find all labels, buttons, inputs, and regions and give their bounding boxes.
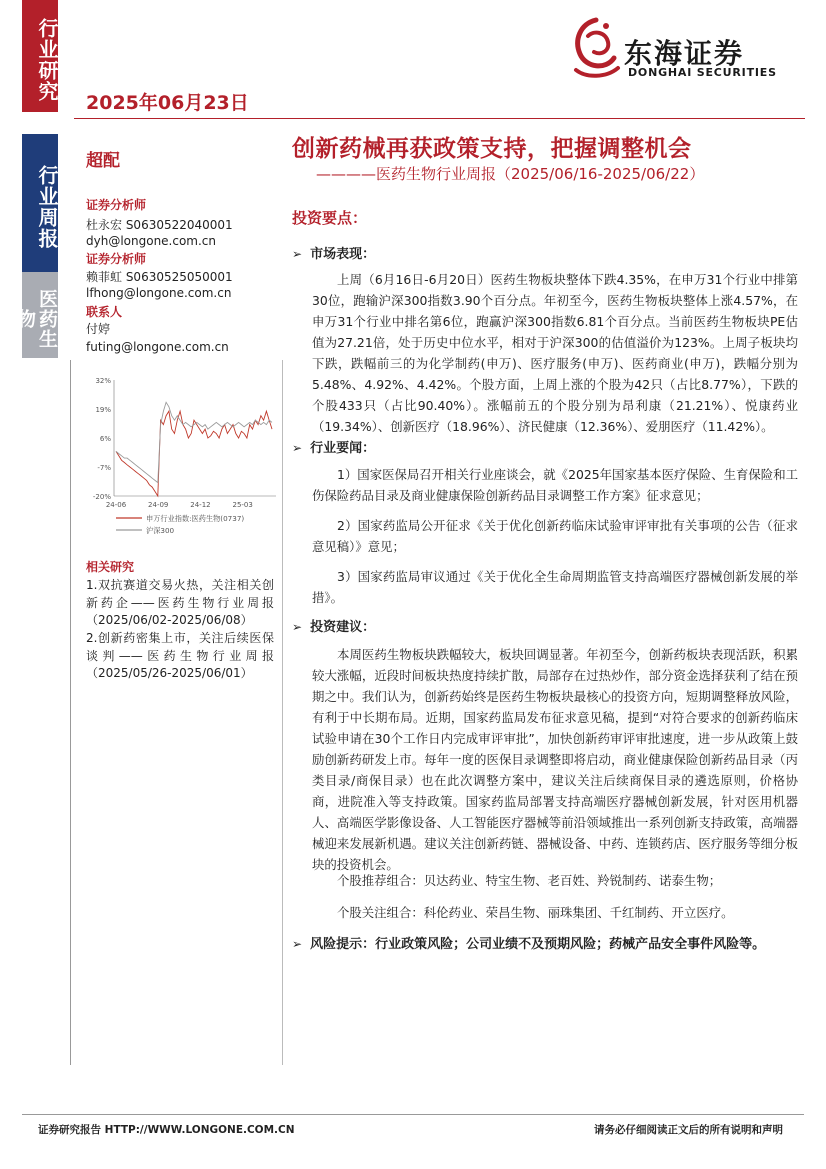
investment-advice-paragraph: 本周医药生物板块跌幅较大，板块回调显著。年初至今，创新药板块表现活跃，积累较大涨幅，近段时间板块热度持续扩散，局部存在过热炒作，部分资金选择获利了结在预期之中。我们认为，创新药始终是医药生物板块最核心的投资方向，短期调整释放风险，有利于中长期布局。近期，国家药监局发布征求意见稿，提到“对符合要求的创新药临床试验申请在30个工作日内完成审评审批”，加快创新药审评审批速度，进一步从政策上鼓励创新药研发上市。每年一度的医保目录调整即将启动，商业健康保险创新药品目录（丙类目录/商保目录）也在此次调整方案中，建议关注后续商保目录的遴选原则，价格协商，进院准入等支持政策。国家药监局部署支持高端医疗器械创新发展，针对医用机器人、高端医学影像设备、人工智能医疗器械等前沿领域推出一系列创新支持政策，高端器械迎来发展新机遇。建议关注创新药链、器械设备、中药、连锁药店、医疗服务等细分板块的投资机会。 bbox=[312, 647, 798, 872]
side-tab-industry-research: 行业研究 bbox=[22, 0, 58, 112]
header-divider bbox=[74, 118, 805, 119]
section-advice-heading bbox=[292, 616, 375, 635]
arrow-bullet-icon: ➢ bbox=[292, 247, 303, 261]
footer-left[interactable]: 证券研究报告 HTTP://WWW.LONGONE.COM.CN bbox=[38, 1124, 295, 1136]
news-item-2: 2）国家药监局公开征求《关于优化创新药临床试验审评审批有关事项的公告（征求意见稿）》意见； bbox=[312, 518, 798, 554]
chart-x-tick-label: 24-06 bbox=[105, 501, 127, 509]
section-market-label: 市场表现： bbox=[310, 247, 376, 262]
market-performance-paragraph: 上周（6月16日-6月20日）医药生物板块整体下跌4.35%，在申万31个行业中排第30位，跑输沪深300指数3.90个百分点。年初至今，医药生物板块整体上涨4.57%，在申万31个行业中排名第6位，跑赢沪深300指数6.81个百分点。当前医药生物板块PE估值为27.21倍，处于历史中位水平，相对于沪深300的估值溢价为123%。上周子板块均下跌，跌幅前三的为化学制药(申万)、医疗服务(申万)、医药商业(申万)，跌幅分别为5.48%、4.92%、4.42%。个股方面，上周上涨的个股为42只（占比8.77%），下跌的个股433只（占比90.40%）。涨幅前五的个股分别为昂利康（21.21%）、悦康药业（19.34%）、创新医疗（18.96%）、济民健康（12.36%）、爱朋医疗（11.42%）。 bbox=[312, 272, 798, 434]
logo-chinese-name: 东海证券 bbox=[624, 37, 745, 70]
arrow-bullet-icon: ➢ bbox=[292, 441, 303, 455]
key-points-heading: 投资要点： bbox=[292, 209, 368, 227]
analyst-email-1[interactable]: dyh@longone.com.cn bbox=[86, 234, 217, 248]
footer-disclaimer: 请务必仔细阅读正文后的所有说明和声明 bbox=[594, 1124, 783, 1136]
chart-y-tick-label: 19% bbox=[95, 406, 111, 414]
analyst-label-1: 证券分析师 bbox=[86, 198, 147, 212]
chart-series-line-1 bbox=[116, 411, 272, 496]
logo-english-name: DONGHAI SECURITIES bbox=[628, 66, 777, 79]
industry-rating: 超配 bbox=[86, 151, 120, 171]
analyst-email-2[interactable]: lfhong@longone.com.cn bbox=[86, 286, 232, 300]
chart-legend-label-2: 沪深300 bbox=[146, 526, 175, 535]
contact-label: 联系人 bbox=[86, 305, 123, 319]
chart-series-line-2 bbox=[116, 402, 272, 482]
side-tab-industry-weekly: 行业周报 bbox=[22, 134, 58, 272]
left-column-rule bbox=[70, 360, 71, 1065]
side-tab-sector: 医药生物 bbox=[22, 272, 58, 358]
related-research-item-1[interactable]: 1.双抗赛道交易火热，关注相关创新药企——医药生物行业周报（2025/06/02-2025/06/08） bbox=[86, 578, 274, 627]
stock-watch-list: 个股关注组合：科伦药业、荣昌生物、丽珠集团、千红制药、开立医疗。 bbox=[337, 905, 734, 920]
performance-chart bbox=[86, 368, 282, 543]
related-research-title: 相关研究 bbox=[86, 560, 135, 574]
footer-divider bbox=[22, 1114, 804, 1115]
section-news-heading bbox=[292, 437, 375, 456]
analyst-name-1: 杜永宏 S0630522040001 bbox=[86, 218, 233, 232]
stock-recommend-list: 个股推荐组合：贝达药业、特宝生物、老百姓、羚锐制药、诺泰生物； bbox=[337, 873, 722, 888]
risk-warning-text: 风险提示：行业政策风险；公司业绩不及预期风险；药械产品安全事件风险等。 bbox=[310, 937, 766, 952]
column-divider bbox=[282, 360, 283, 1065]
chart-x-tick-label: 25-03 bbox=[232, 501, 253, 509]
risk-warning bbox=[292, 933, 765, 952]
section-advice-label: 投资建议： bbox=[310, 620, 376, 635]
related-research-item-2[interactable]: 2.创新药密集上市，关注后续医保谈判——医药生物行业周报（2025/05/26-2025/06/01） bbox=[86, 631, 274, 680]
chart-y-tick-label: -7% bbox=[97, 464, 111, 472]
report-date: 2025年06月23日 bbox=[86, 92, 249, 114]
chart-y-tick-label: -20% bbox=[92, 493, 111, 501]
chart-x-tick-label: 24-12 bbox=[190, 501, 211, 509]
chart-legend-label-1: 申万行业指数:医药生物(0737) bbox=[146, 514, 245, 523]
news-item-1: 1）国家医保局召开相关行业座谈会，就《2025年国家基本医疗保险、生育保险和工伤保险药品目录及商业健康保险创新药品目录调整工作方案》征求意见； bbox=[312, 467, 798, 503]
section-news-label: 行业要闻： bbox=[310, 441, 376, 456]
section-market-heading bbox=[292, 243, 375, 262]
news-item-3: 3）国家药监局审议通过《关于优化全生命周期监管支持高端医疗器械创新发展的举措》。 bbox=[312, 569, 798, 605]
report-title: 创新药械再获政策支持，把握调整机会 bbox=[292, 136, 692, 162]
contact-email[interactable]: futing@longone.com.cn bbox=[86, 340, 229, 354]
arrow-bullet-icon: ➢ bbox=[292, 620, 303, 634]
chart-x-tick-label: 24-09 bbox=[148, 501, 169, 509]
arrow-bullet-icon: ➢ bbox=[292, 937, 303, 951]
contact-name: 付婷 bbox=[86, 322, 111, 336]
analyst-name-2: 赖菲虹 S0630525050001 bbox=[86, 270, 233, 284]
donghai-logo-icon bbox=[566, 14, 626, 84]
report-subtitle: ————医药生物行业周报（2025/06/16-2025/06/22） bbox=[316, 165, 705, 183]
analyst-label-2: 证券分析师 bbox=[86, 252, 147, 266]
chart-y-tick-label: 32% bbox=[95, 377, 111, 385]
chart-y-tick-label: 6% bbox=[99, 435, 111, 443]
